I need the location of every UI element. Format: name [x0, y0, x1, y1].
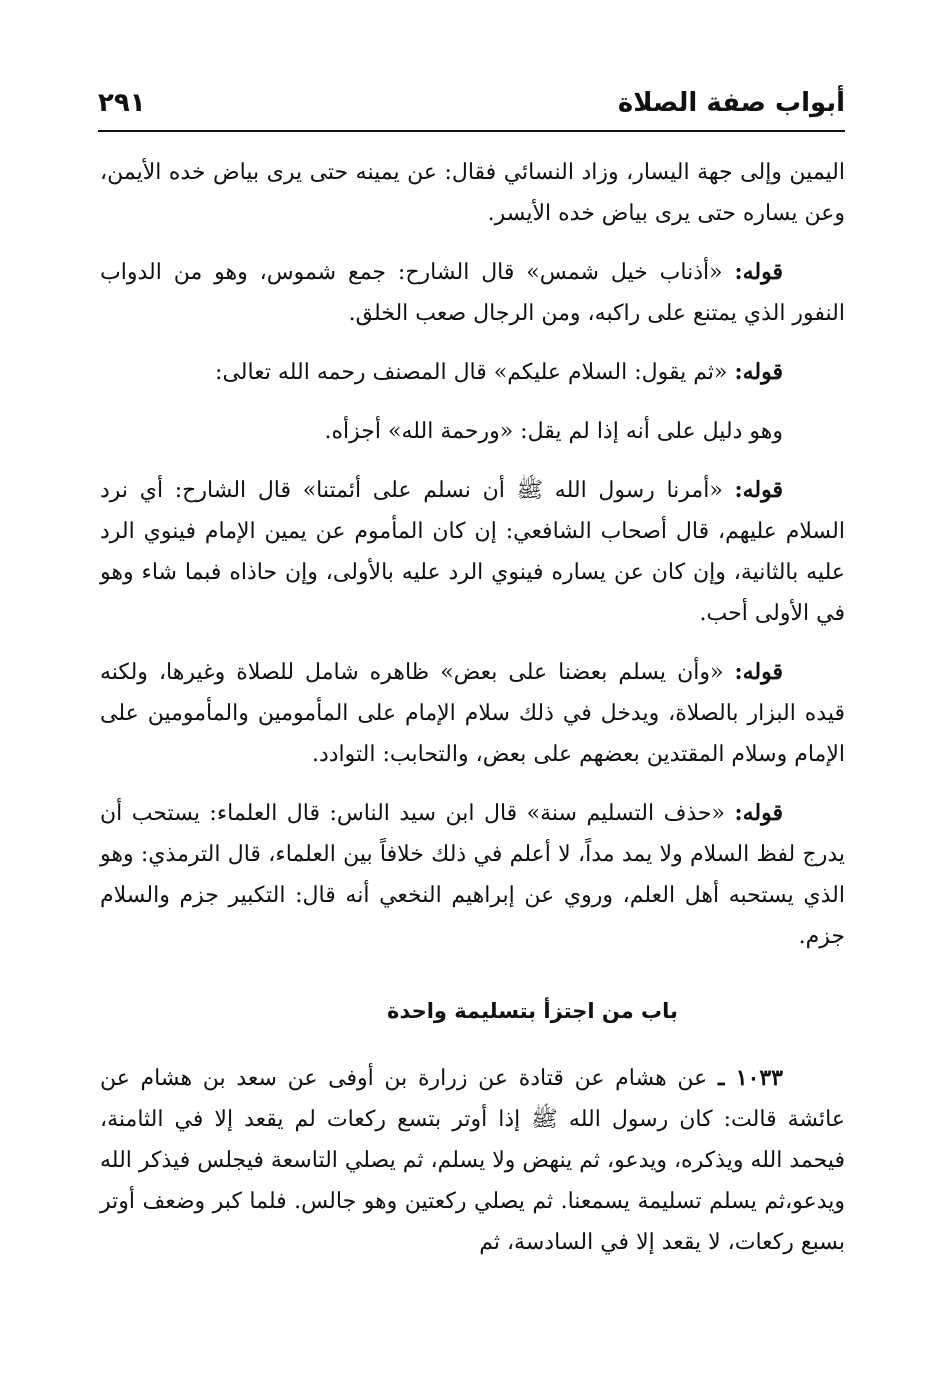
- paragraph-qawluhu: [100, 470, 845, 634]
- page-body: [100, 152, 845, 1281]
- hadith-text: عن هشام عن قتادة عن زرارة بن أوفى عن سعد بن هشام عن عائشة قالت: كان رسول الله ﷺ إذا أوتر بتسع ركعات لم يقعد إلا في الثامنة، فيحمد الله ويذكره، ويدعو، ثم ينهض ولا يسلم، ثم يصلي التاسعة فيجلس فيذكر الله ويدعو،ثم يسلم تسليمة يسمعنا. ثم يصلي ركعتين وهو جالس. فلما كبر وضعف أوتر بسبع ركعات، لا يقعد إلا في السادسة، ثم: [100, 1066, 845, 1255]
- page-number: ٢٩١: [98, 88, 146, 118]
- paragraph-text: «ثم يقول: السلام عليكم» قال المصنف رحمه الله تعالى:: [215, 360, 728, 385]
- paragraph-continuation: [100, 152, 845, 234]
- paragraph-text: «حذف التسليم سنة» قال ابن سيد الناس: قال العلماء: يستحب أن يدرج لفظ السلام ولا يمد مداً، لا أعلم في ذلك خلافاً بين العلماء، قال الترمذي: وهو الذي يستحبه أهل العلم، وروي عن إبراهيم النخعي أنه قال: التكبير جزم والسلام جزم.: [100, 801, 845, 949]
- header-rule: [98, 130, 845, 132]
- paragraph-text: «أذناب خيل شمس» قال الشارح: جمع شموس، وهو من الدواب النفور الذي يمتنع على راكبه، ومن الرجال صعب الخلق.: [100, 260, 845, 326]
- paragraph-qawluhu: [100, 252, 845, 334]
- paragraph-text: «وأن يسلم بعضنا على بعض» ظاهره شامل للصلاة وغيرها، ولكنه قيده البزار بالصلاة، ويدخل في ذلك سلام الإمام على المأمومين والمأمومين على الإمام وسلام المقتدين بعضهم على بعض، والتحابب: التوادد.: [100, 660, 845, 767]
- paragraph-lead: قوله:: [734, 800, 783, 826]
- hadith-number: ١٠٣٣ ـ: [717, 1065, 783, 1091]
- paragraph-lead: قوله:: [734, 477, 783, 503]
- paragraph-lead: قوله:: [734, 359, 783, 385]
- paragraph-qawluhu: [100, 652, 845, 775]
- paragraph-text: «أمرنا رسول الله ﷺ أن نسلم على أئمتنا» قال الشارح: أي نرد السلام عليهم، قال أصحاب الشافعي: إن كان المأموم عن يمين الإمام فينوي الرد عليه بالثانية، وإن كان عن يساره فينوي الرد عليه بالأولى، وإن حاذاه فبما شاء وهو في الأولى أحب.: [100, 478, 845, 626]
- paragraph-plain: [100, 411, 845, 452]
- hadith-paragraph: [100, 1058, 845, 1263]
- paragraph-text: وهو دليل على أنه إذا لم يقل: «ورحمة الله» أجزأه.: [324, 419, 783, 444]
- running-title: أبواب صفة الصلاة: [617, 88, 845, 118]
- paragraph-qawluhu: [100, 793, 845, 957]
- paragraph-text: اليمين وإلى جهة اليسار، وزاد النسائي فقال: عن يمينه حتى يرى بياض خده الأيمن، وعن يساره حتى يرى بياض خده الأيسر.: [100, 160, 845, 226]
- paragraph-qawluhu: [100, 352, 845, 393]
- section-heading: باب من اجتزأ بتسليمة واحدة: [387, 999, 678, 1023]
- page-header: [98, 88, 845, 128]
- paragraph-lead: قوله:: [734, 259, 783, 285]
- paragraph-lead: قوله:: [734, 659, 783, 685]
